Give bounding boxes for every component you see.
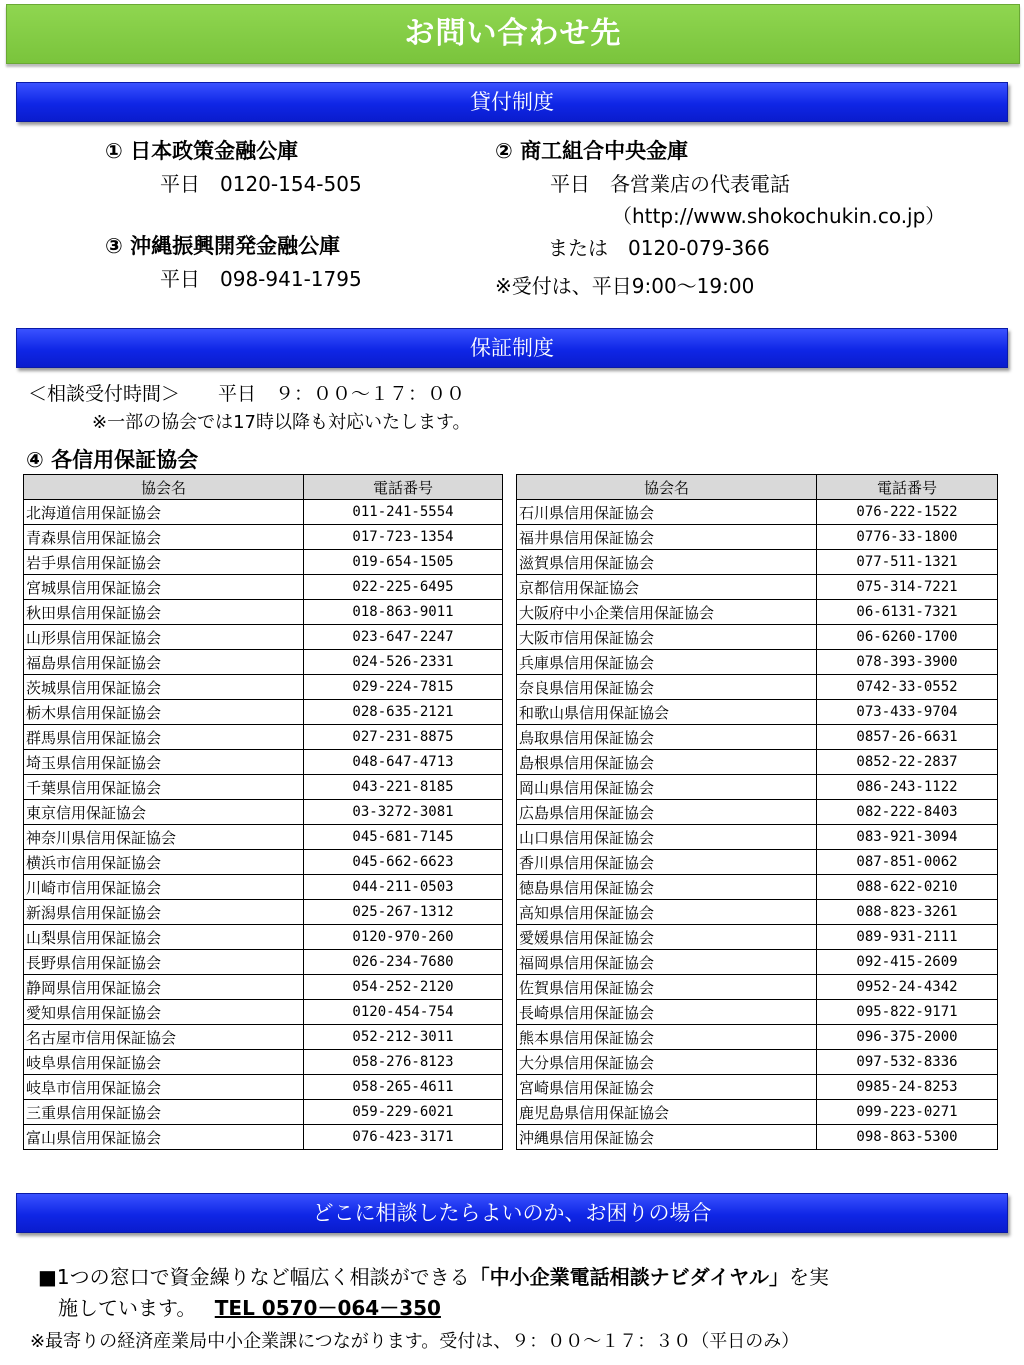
table-row (24, 975, 503, 1000)
association-name: 高知県信用保証協会 (517, 900, 817, 925)
table-row (24, 550, 503, 575)
association-name: 愛知県信用保証協会 (24, 1000, 304, 1025)
association-name: 岩手県信用保証協会 (24, 550, 304, 575)
association-phone: 077-511-1321 (817, 550, 998, 575)
table-row (517, 700, 998, 725)
association-phone: 045-681-7145 (304, 825, 503, 850)
association-name: 徳島県信用保証協会 (517, 875, 817, 900)
table-row (517, 550, 998, 575)
navi-line-1 (38, 1262, 829, 1292)
table-row (24, 900, 503, 925)
table-row (517, 1125, 998, 1150)
association-phone: 029-224-7815 (304, 675, 503, 700)
association-name: 青森県信用保証協会 (24, 525, 304, 550)
table-row (517, 975, 998, 1000)
table-row (24, 1125, 503, 1150)
association-name: 奈良県信用保証協会 (517, 675, 817, 700)
table-row (517, 725, 998, 750)
association-name: 山形県信用保証協会 (24, 625, 304, 650)
association-name: 宮崎県信用保証協会 (517, 1075, 817, 1100)
association-name: 静岡県信用保証協会 (24, 975, 304, 1000)
table-row (517, 525, 998, 550)
association-phone: 076-423-3171 (304, 1125, 503, 1150)
table-row (24, 725, 503, 750)
association-phone: 048-647-4713 (304, 750, 503, 775)
table-row (517, 600, 998, 625)
association-phone: 027-231-8875 (304, 725, 503, 750)
lender-title-jfc: ① 日本政策金融公庫 (105, 139, 299, 163)
table-row (24, 650, 503, 675)
association-phone: 086-243-1122 (817, 775, 998, 800)
reception-note: ※受付は、平日9:00～19:00 (495, 274, 755, 298)
table-row (24, 700, 503, 725)
association-name: 鹿児島県信用保証協会 (517, 1100, 817, 1125)
section-header-loan: 貸付制度 (16, 82, 1008, 122)
association-phone: 083-921-3094 (817, 825, 998, 850)
table-row (24, 675, 503, 700)
association-phone: 098-863-5300 (817, 1125, 998, 1150)
association-table-right (516, 474, 998, 1150)
association-name: 長野県信用保証協会 (24, 950, 304, 975)
table-row (24, 875, 503, 900)
association-name: 秋田県信用保証協会 (24, 600, 304, 625)
association-name: 佐賀県信用保証協会 (517, 975, 817, 1000)
association-phone: 0742-33-0552 (817, 675, 998, 700)
table-row (517, 800, 998, 825)
association-name: 鳥取県信用保証協会 (517, 725, 817, 750)
association-name: 石川県信用保証協会 (517, 500, 817, 525)
table-row (24, 1000, 503, 1025)
navi-text-suffix: を実 (789, 1265, 830, 1289)
table-row (24, 925, 503, 950)
column-header-name: 協会名 (24, 475, 304, 500)
association-name: 川崎市信用保証協会 (24, 875, 304, 900)
lender-line-shokochukin-1: 平日 各営業店の代表電話 (550, 172, 790, 196)
association-name: 岐阜県信用保証協会 (24, 1050, 304, 1075)
association-phone: 075-314-7221 (817, 575, 998, 600)
association-name: 岐阜市信用保証協会 (24, 1075, 304, 1100)
table-row (24, 750, 503, 775)
association-phone: 018-863-9011 (304, 600, 503, 625)
table-row (517, 1050, 998, 1075)
association-name: 新潟県信用保証協会 (24, 900, 304, 925)
table-row (517, 900, 998, 925)
table-row (24, 600, 503, 625)
page-title: お問い合わせ先 (6, 4, 1020, 64)
association-name: 栃木県信用保証協会 (24, 700, 304, 725)
association-name: 千葉県信用保証協会 (24, 775, 304, 800)
association-name: 広島県信用保証協会 (517, 800, 817, 825)
table-row (517, 925, 998, 950)
association-name: 和歌山県信用保証協会 (517, 700, 817, 725)
association-phone: 06-6260-1700 (817, 625, 998, 650)
lender-url-shokochukin[interactable]: （http://www.shokochukin.co.jp） (612, 204, 946, 228)
association-name: 群馬県信用保証協会 (24, 725, 304, 750)
lender-phone-okinawa: 平日 098-941-1795 (160, 267, 362, 291)
association-name: 長崎県信用保証協会 (517, 1000, 817, 1025)
hours-line: ＜相談受付時間＞ 平日 ９：００～１７：００ (28, 383, 466, 405)
table-row (517, 850, 998, 875)
association-name: 大分県信用保証協会 (517, 1050, 817, 1075)
association-phone: 043-221-8185 (304, 775, 503, 800)
association-name: 三重県信用保証協会 (24, 1100, 304, 1125)
association-phone: 088-823-3261 (817, 900, 998, 925)
lender-title-okinawa: ③ 沖縄振興開発金融公庫 (105, 234, 341, 258)
association-phone: 059-229-6021 (304, 1100, 503, 1125)
association-phone: 025-267-1312 (304, 900, 503, 925)
association-name: 茨城県信用保証協会 (24, 675, 304, 700)
association-name: 神奈川県信用保証協会 (24, 825, 304, 850)
association-name: 大阪府中小企業信用保証協会 (517, 600, 817, 625)
association-phone: 095-822-9171 (817, 1000, 998, 1025)
association-name: 富山県信用保証協会 (24, 1125, 304, 1150)
table-row (24, 1050, 503, 1075)
association-phone: 082-222-8403 (817, 800, 998, 825)
association-table-left (23, 474, 503, 1150)
association-phone: 076-222-1522 (817, 500, 998, 525)
association-phone: 054-252-2120 (304, 975, 503, 1000)
association-name: 名古屋市信用保証協会 (24, 1025, 304, 1050)
association-name: 福島県信用保証協会 (24, 650, 304, 675)
association-phone: 0120-970-260 (304, 925, 503, 950)
table-row (517, 950, 998, 975)
section-header-consult: どこに相談したらよいのか、お困りの場合 (16, 1193, 1008, 1233)
association-phone: 044-211-0503 (304, 875, 503, 900)
association-name: 京都信用保証協会 (517, 575, 817, 600)
lender-title-shokochukin: ② 商工組合中央金庫 (495, 139, 689, 163)
association-phone: 087-851-0062 (817, 850, 998, 875)
association-phone: 011-241-5554 (304, 500, 503, 525)
association-phone: 058-265-4611 (304, 1075, 503, 1100)
association-name: 沖縄県信用保証協会 (517, 1125, 817, 1150)
table-row (24, 525, 503, 550)
association-phone: 028-635-2121 (304, 700, 503, 725)
association-name: 兵庫県信用保証協会 (517, 650, 817, 675)
association-phone: 06-6131-7321 (817, 600, 998, 625)
table-row (24, 625, 503, 650)
association-phone: 045-662-6623 (304, 850, 503, 875)
association-phone: 026-234-7680 (304, 950, 503, 975)
association-name: 横浜市信用保証協会 (24, 850, 304, 875)
association-phone: 058-276-8123 (304, 1050, 503, 1075)
table-row (24, 800, 503, 825)
table-row (517, 650, 998, 675)
table-row (517, 775, 998, 800)
association-phone: 0952-24-4342 (817, 975, 998, 1000)
association-name: 宮城県信用保証協会 (24, 575, 304, 600)
table-row (517, 625, 998, 650)
association-phone: 0985-24-8253 (817, 1075, 998, 1100)
association-name: 大阪市信用保証協会 (517, 625, 817, 650)
association-phone: 022-225-6495 (304, 575, 503, 600)
association-phone: 0852-22-2837 (817, 750, 998, 775)
association-name: 北海道信用保証協会 (24, 500, 304, 525)
table-row (517, 500, 998, 525)
table-row (24, 1100, 503, 1125)
table-row (24, 1075, 503, 1100)
association-phone: 078-393-3900 (817, 650, 998, 675)
table-row (24, 825, 503, 850)
column-header-phone: 電話番号 (304, 475, 503, 500)
association-phone: 017-723-1354 (304, 525, 503, 550)
association-phone: 052-212-3011 (304, 1025, 503, 1050)
table-row (517, 1025, 998, 1050)
table-row (517, 875, 998, 900)
table-row (517, 750, 998, 775)
navi-dial-name: 「中小企業電話相談ナビダイヤル」 (469, 1265, 790, 1289)
association-phone: 099-223-0271 (817, 1100, 998, 1125)
table-row (517, 575, 998, 600)
column-header-phone: 電話番号 (817, 475, 998, 500)
section-header-guarantee: 保証制度 (16, 328, 1008, 368)
association-phone: 023-647-2247 (304, 625, 503, 650)
table-row (24, 850, 503, 875)
association-name: 滋賀県信用保証協会 (517, 550, 817, 575)
association-phone: 0776-33-1800 (817, 525, 998, 550)
association-phone: 073-433-9704 (817, 700, 998, 725)
table-row (24, 950, 503, 975)
association-name: 山梨県信用保証協会 (24, 925, 304, 950)
lender-phone-shokochukin: または 0120-079-366 (548, 236, 770, 260)
navi-note: ※最寄りの経済産業局中小企業課につながります。受付は、９：００～１７：３０（平日のみ） (30, 1331, 800, 1352)
association-phone: 03-3272-3081 (304, 800, 503, 825)
association-phone: 097-532-8336 (817, 1050, 998, 1075)
navi-tel[interactable]: TEL 0570－064－350 (214, 1296, 441, 1320)
table-row (517, 675, 998, 700)
association-phone: 088-622-0210 (817, 875, 998, 900)
association-name: 山口県信用保証協会 (517, 825, 817, 850)
table-row (24, 775, 503, 800)
table-row (517, 1100, 998, 1125)
hours-note: ※一部の協会では17時以降も対応いたします。 (92, 412, 471, 433)
navi-text-line2: 施しています。 (58, 1296, 197, 1320)
association-name: 熊本県信用保証協会 (517, 1025, 817, 1050)
table-row (517, 1075, 998, 1100)
association-name: 島根県信用保証協会 (517, 750, 817, 775)
association-phone: 096-375-2000 (817, 1025, 998, 1050)
association-phone: 0857-26-6631 (817, 725, 998, 750)
table-row (24, 575, 503, 600)
association-name: 埼玉県信用保証協会 (24, 750, 304, 775)
navi-line-2 (58, 1293, 441, 1323)
associations-title: ④ 各信用保証協会 (26, 448, 199, 472)
association-phone: 024-526-2331 (304, 650, 503, 675)
association-name: 東京信用保証協会 (24, 800, 304, 825)
navi-text-prefix: ■1つの窓口で資金繰りなど幅広く相談ができる (38, 1265, 470, 1289)
lender-phone-jfc: 平日 0120-154-505 (160, 172, 362, 196)
association-name: 香川県信用保証協会 (517, 850, 817, 875)
table-row (24, 500, 503, 525)
column-header-name: 協会名 (517, 475, 817, 500)
table-row (517, 1000, 998, 1025)
table-row (24, 1025, 503, 1050)
association-name: 愛媛県信用保証協会 (517, 925, 817, 950)
association-phone: 0120-454-754 (304, 1000, 503, 1025)
association-name: 福岡県信用保証協会 (517, 950, 817, 975)
association-phone: 092-415-2609 (817, 950, 998, 975)
association-name: 岡山県信用保証協会 (517, 775, 817, 800)
table-row (517, 825, 998, 850)
association-name: 福井県信用保証協会 (517, 525, 817, 550)
association-phone: 089-931-2111 (817, 925, 998, 950)
association-phone: 019-654-1505 (304, 550, 503, 575)
